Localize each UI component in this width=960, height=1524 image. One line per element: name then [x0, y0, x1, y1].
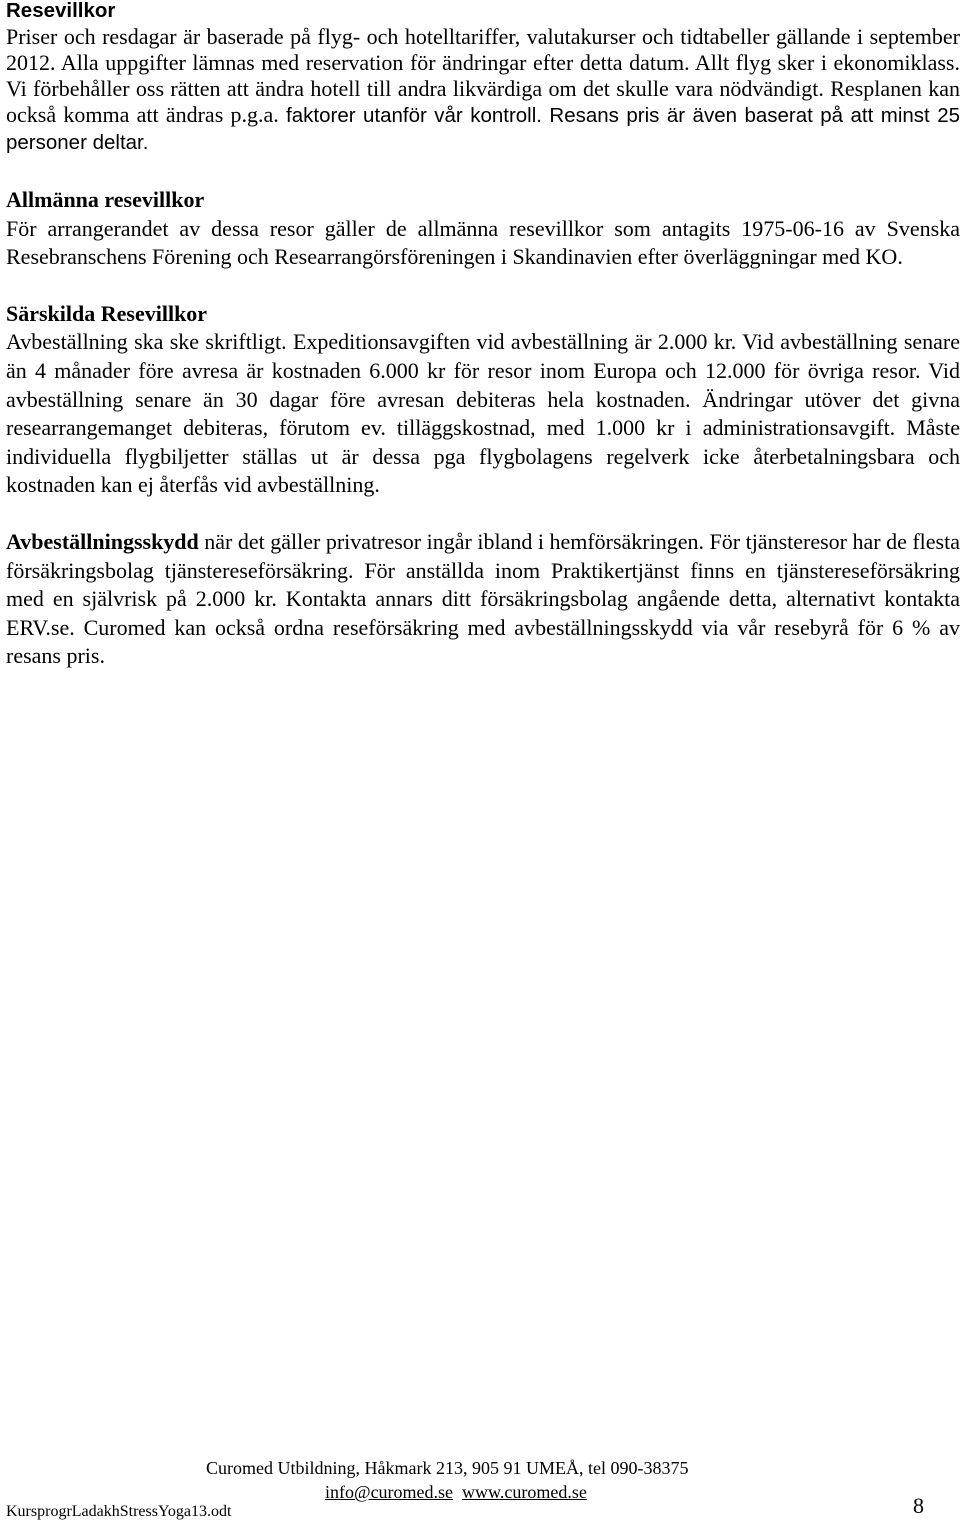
- avbestallningsskydd-section: [6, 528, 960, 671]
- resevillkor-heading: Resevillkor: [6, 0, 116, 22]
- page-footer: [0, 1456, 960, 1523]
- page-number: 8: [913, 1493, 924, 1518]
- avbestallningsskydd-text: när det gäller privatresor ingår ibland i hemförsäkringen. För tjänsteresor har de flesta försäkringsbolag tjänstereseförsäkring. För anställda inom Praktikertjänst finns en tjänstereseförsäkring med en självrisk på 2.000 kr. Kontakta annars ditt försäkringsbolag angående detta, alternativt kontakta ERV.se. Curomed kan också ordna reseförsäkring med avbeställningsskydd via vår resebyrå för 6 % av resans pris.: [6, 528, 960, 669]
- spacer: [6, 156, 960, 186]
- spacer: [6, 500, 960, 528]
- resevillkor-text: Priser och resdagar är baserade på flyg- och hotelltariffer, valutakurser och tidtabeller gällande i september 2012. Alla uppgifter lämnas med reservation för ändringar efter detta datum. Allt flyg sker i ekonomiklass. Vi förbehåller oss rätten att ändra hotell till andra likvärdiga om det skulle vara nödvändigt. Resplanen kan också komma att ändras p.g.a.: [6, 24, 960, 127]
- footer-website-link[interactable]: www.curomed.se: [462, 1482, 587, 1502]
- allmanna-heading: Allmänna resevillkor: [6, 187, 205, 212]
- sarskilda-text: Avbeställning ska ske skriftligt. Expeditionsavgiften vid avbeställning är 2.000 kr. Vid avbeställning senare än 4 månader före avresa är kostnaden 6.000 kr för resor inom Europa och 12.000 för övriga resor. Vid avbeställning senare än 30 dagar före avresan debiteras hela kostnaden. Ändringar utöver det givna researrangemanget debiteras, förutom ev. tilläggskostnad, med 1.000 kr i administrationsavgift. Måste individuella flygbiljetter ställas ut är dessa pga flygbolagens regelverk icke återbetalningsbara och kostnaden kan ej återfås vid avbeställning.: [6, 329, 960, 498]
- footer-filename: KursprogrLadakhStressYoga13.odt: [6, 1503, 232, 1520]
- sarskilda-heading: Särskilda Resevillkor: [6, 300, 208, 326]
- avbestallningsskydd-lead: Avbeställningsskydd: [6, 528, 199, 554]
- sarskilda-section: [6, 300, 960, 500]
- footer-contact: [325, 1480, 587, 1504]
- spacer: [6, 272, 960, 300]
- allmanna-section: [6, 186, 960, 272]
- resevillkor-text-sans: faktorer utanför vår kontroll. Resans pris är även baserat på att minst 25 personer deltar.: [6, 104, 960, 154]
- document-page: [6, 0, 960, 671]
- footer-email-link[interactable]: info@curomed.se: [325, 1482, 454, 1502]
- footer-address: Curomed Utbildning, Håkmark 213, 905 91 UMEÅ, tel 090-38375: [206, 1458, 689, 1478]
- allmanna-text: För arrangerandet av dessa resor gäller de allmänna resevillkor som antagits 1975-06-16 av Svenska Resebranschens Förening och Researrangörsföreningen i Skandinavien efter överläggningar med KO.: [6, 215, 960, 270]
- resevillkor-section: [6, 0, 960, 156]
